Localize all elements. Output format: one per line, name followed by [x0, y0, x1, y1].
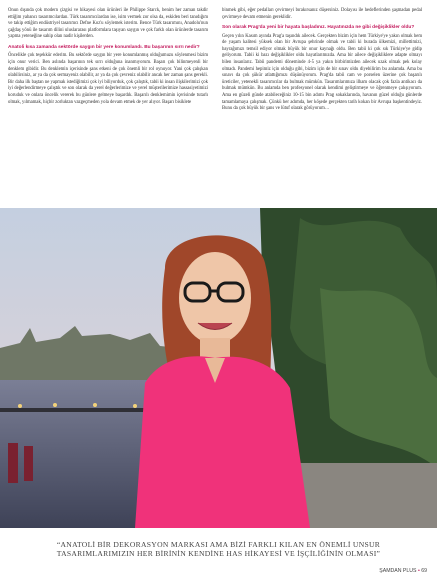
continued-paragraph: binmek gibi, eğer pedalları çevirmeyi bırakırsanız düşersiniz. Dolayısı ile hedeflerinden şaşmadan pedal çevirmeye devam etmenin gereklidir. [222, 8, 422, 20]
portrait-illustration [0, 208, 437, 528]
pink-dress [135, 356, 310, 528]
folio-bullet: • [417, 568, 420, 574]
answer-paragraph: Geçen yılın Kasım ayında Prag'a taşındık ailecek. Gerçekten bizim için hem Türkiye'ye yakın olmak hem de yaşam kalitesi yüksek olan bir Avrupa şehrinde olmak ve tabii ki burada ülkemizi, millettimizi, bayrağımızı temsil ediyor olmak büyük bir onur kaynağı oldu. Ben tabii ki çok sık Türkiye'ye gidip geliyorum. Tabii ki bazı değişiklikler oldu hayatlarımızda. Ama bir ailece değişikliklere adapte olmayı bilen insanlarız. Tabii pandemi döneminde 4-5 ya yakın birbirimizden ailecek uzak olmak pek kolay olmadı. Pandemi hepimiz için olduğu gibi, bizim için de bir sınav oldu diyebilirim bu anlamda. Ama bu sınavı da çok şükür atlattığımızı düşünüyorum. Prag'da tabii cam ve porselen üzerine çok başarılı üreticiler, yetenekli tasarımcılar da bulmak mümkün. Tasarımlarımıza ilham olacak çok fazla antikacı da bulmak mümkün. Bu anlamda ben profesyonel olarak kendimi geliştirmeye ve öğrenmeye çalışıyorum. Ama en güzeli günde atabileceğiniz 10-15 bin adımı Prag sokaklarında, havanın güzel olduğu günlerde tamamlamaya çalışmak. Çünkü her adımda, her köşede gerçekten tarih kokan bir Avrupa başkentindeyiz. Bunu da çok büyük bir şans ve lütuf olarak görüyorum… [222, 33, 422, 112]
answer-paragraph: Öncelikle çok teşekkür ederim. Bu sektörde saygın bir yere konumlanmış olduğumuzu söylenmesi bizim için onur verici. Ben aslında başarının tek sırrı olduğuna inanmıyorum. Başarı çok bilinmeyenli bir denklem gibidir. Bu denklemin içerisinde şans etkeni de çok önemli bir rol oynuyor. Yani çok çalışkan olabilirsiniz, ar ya da çok sermayeniz olabilir, ar ya da çok çevreniz olabilir ancak her zaman şans gerekli. Bir daha ilk baştan ne yapmak istediğimizi çok iyi biliyorduk, çok çalıştık, tabii ki insan ilişkilerimizi çok iyi değerlendirmeye çalıştık ve son olarak da yerel değerlerimize ve yerel müşterilerimize hassasiyetimizi koruduk ve onlara öncelik vererek bu günlere gelmeye başardık. Başarılı denklemimin içerisinde tutarlı olmak, yılmamak, hiçbir zorluktan vazgeçmeden yola devam etmek de yer alıyor. Başarı bisiklete [8, 53, 208, 105]
right-column [222, 8, 422, 117]
stone-wall [300, 463, 437, 528]
page-folio [379, 568, 427, 574]
page-number: 69 [421, 568, 427, 574]
portrait-photo [0, 208, 437, 528]
interview-question: Son olarak Prag'da yeni bir hayata başladınız. Hayatınızda ne gibi değişiklikler oldu? [222, 25, 415, 31]
pull-quote: “ANATOLİ BİR DEKORASYON MARKASI AMA BİZİ FARKLI KILAN EN ÖNEMLİ UNSUR TASARIMLARIMIZIN HER BİRİNİN KENDİNE HAS HİKAYESİ VE İŞÇİLİĞİNİN OLMASI” [56, 540, 381, 558]
left-column [8, 8, 208, 110]
interview-question: Anatoli kısa zamanda sektörde saygın bir yere konumlandı. Bu başarının sırrı nedir? [8, 44, 200, 50]
magazine-name: ŞAMDAN PLUS [379, 568, 417, 574]
intro-paragraph: Onun dışında çok modern çizgisi ve hikayesi olan ürünleri ile Philippe Starck, benim her zaman takdir ettiğim yabancı tasarımcılardan. Türk tasarımcılardan ise, isim vermek zor olsa da, eskiden beri tanıdığım ve takip ettiğim endüstriyel tasarımcı Defne Koz'u söylemek isterim. Bence Türk tasarımını, Anadolu'nun çağdaş yönü ile tasarım dilini uluslararası platformlara taşıyan saygın ve çok farklı olan ürünlerde tasarım yapma yeteneğine sahip olan nadir kişilerden. [8, 8, 208, 40]
